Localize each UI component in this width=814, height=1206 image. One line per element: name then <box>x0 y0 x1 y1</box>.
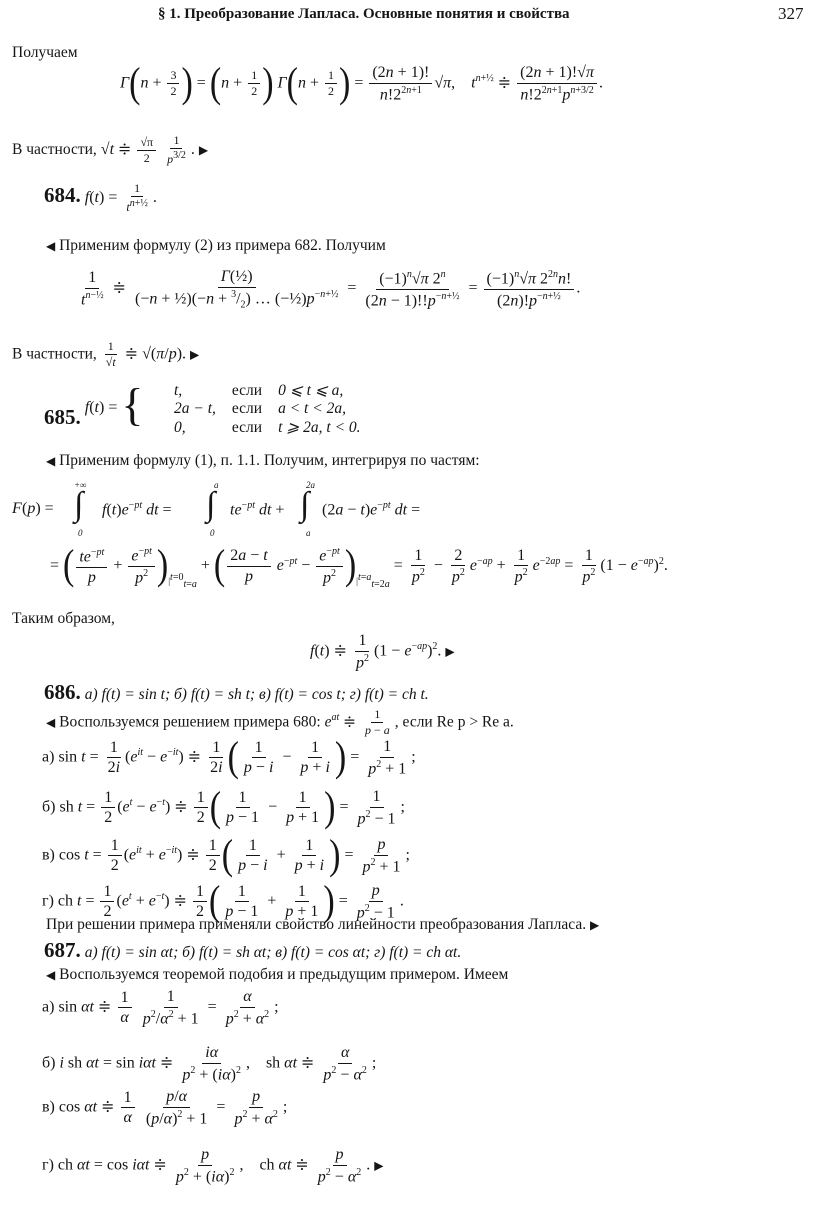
example-684: 684. f(t) = $\frac{1}{t^{n+\frac{1}{2}}}$ . <box>44 181 157 215</box>
page-number: 327 <box>778 4 804 23</box>
formula-inv-sqrt-t: В частности, $\frac{1}{√t}$ ≑ √(π/p). ▶ <box>12 339 200 370</box>
text-685: ◀ Применим формулу (1), п. 1.1. Получим, интегрируя по частям: <box>46 452 480 469</box>
example-686: 686. а) f(t) = sin t; б) f(t) = sh t; в) f(t) = cos t; г) f(t) = ch t. <box>44 680 429 704</box>
text-poluchaem: Получаем <box>12 44 78 61</box>
text-takim-obrazom: Таким образом, <box>12 610 115 627</box>
text-linearity: При решении примера применяли свойство линейности преобразования Лапласа. ▶ <box>46 916 600 933</box>
formula-687-g: г) ch αt = cos iαt ≑ $\frac{p}{p^2 + (i\alpha)^2}$ , ch αt ≑ $\frac{p}{p^2 - \alpha^2}$ . ▶ <box>42 1146 384 1185</box>
formula-686-a: а) sin t = $\frac{1}{2i}$ $(e^{it} - e^{-it})$ ≑ $\frac{1}{2i}$ ( $\frac{1}{p - i}$ − $\frac{1}{p + i}$ ) = $\frac{1}{p^2 + 1}$ ; <box>42 734 416 781</box>
end-proof-icon: ▶ <box>589 918 600 932</box>
formula-sqrt-t: В частности, √t ≑ $\frac{√\pi}{2}$ $\frac{1}{p^{3/2}}$ . ▶ <box>12 133 209 167</box>
text-684: ◀ Применим формулу (2) из примера 682. Получим <box>46 237 386 254</box>
formula-686-g: г) ch t = $\frac{1}{2}$ $(e^t + e^{-t})$ ≑ $\frac{1}{2}$ ( $\frac{1}{p - 1}$ + $\frac{1}{p + 1}$ ) = $\frac{p}{p^2 - 1}$ . <box>42 878 404 925</box>
formula-685-final: f(t) ≑ $\frac{1}{p^2}$ $(1 - e^{-ap})^2$. ▶ <box>310 632 455 671</box>
formula-686-b: б) sh t = $\frac{1}{2}$ $(e^t - e^{-t})$ ≑ $\frac{1}{2}$ ( $\frac{1}{p - 1}$ − $\frac{1}{p + 1}$ ) = $\frac{1}{p^2 - 1}$ ; <box>42 784 405 831</box>
formula-687-a: а) sin αt ≑ $\frac{1}{\alpha}$ $\frac{1}{p^2/\alpha^2 + 1}$ = $\frac{\alpha}{p^2 + \alpha^2}$ ; <box>42 988 279 1027</box>
text-687: ◀ Воспользуемся теоремой подобия и предыдущим примером. Имеем <box>46 966 509 983</box>
piecewise-cases: t, если 0 ⩽ t ⩽ a, 2a − t, если a < t < 2a, 0, если t ⩾ 2a, t < 0. <box>174 381 361 436</box>
start-proof-icon: ◀ <box>46 715 56 730</box>
end-proof-icon: ▶ <box>445 644 455 659</box>
page-header-title: § 1. Преобразование Лапласа. Основные понятия и свойства <box>158 6 570 22</box>
start-proof-icon: ◀ <box>46 239 56 253</box>
formula-685-integrals: F (p) = ∫ +∞ 0 $f(t)e^{-pt}$ dt = ∫ a 0 $te^{-pt}$ dt + ∫ 2a a $(2a - t)e^{-pt}$ dt = <box>12 480 421 538</box>
formula-687-v: в) cos αt ≑ $\frac{1}{\alpha}$ $\frac{p/\alpha}{(p/\alpha)^2 + 1}$ = $\frac{p}{p^2 + \alpha^2}$ ; <box>42 1088 288 1127</box>
end-proof-icon: ▶ <box>198 142 209 157</box>
start-proof-icon: ◀ <box>46 454 56 468</box>
example-685: 685. f(t) = { <box>44 379 144 430</box>
text-686: ◀ Воспользуемся решением примера 680: $e^{at}$ ≑ $\frac{1}{p - a}$ , если Re p > Re a. <box>46 707 514 738</box>
formula-gamma: Γ(n + $\frac{3}{2}$ ) = (n + $\frac{1}{2}$ ) Γ(n + $\frac{1}{2}$ ) = $\frac{(2n + 1)!}{n!2^{2n+1}}$ √π, $t^{n+\frac{1}{2}}$ ≑ $\frac{(2n + 1)!√\pi}{n!2^{2n+1}p^{n+3/2}}$ . <box>120 60 603 107</box>
formula-686-v: в) cos t = $\frac{1}{2}$ $(e^{it} + e^{-it})$ ≑ $\frac{1}{2}$ ( $\frac{1}{p - i}$ + $\frac{1}{p + i}$ ) = $\frac{p}{p^2 + 1}$ ; <box>42 832 410 879</box>
formula-684: $\frac{1}{t^{n-\frac{1}{2}}}$ ≑ $\frac{\text{Γ(½)}}{(-n + \frac{1}{2})(-n + ^3/_2) \dots (-\frac{1}{2})p^{-n+\frac{1}{2}}}$ = $\frac{(-1)^n√\pi 2^n}{(2n - 1)!!p^{-n+\frac{1}{2}}}$ = $\frac{(-1)^n√\pi 2^{2n}n!}{(2n)!p^{-n+\frac{1}{2}}}$ . <box>81 268 581 311</box>
end-proof-icon: ▶ <box>190 347 200 362</box>
example-687: 687. а) f(t) = sin αt; б) f(t) = sh αt; в) f(t) = cos αt; г) f(t) = ch αt. <box>44 938 462 962</box>
end-proof-icon: ▶ <box>374 1158 384 1173</box>
start-proof-icon: ◀ <box>46 968 56 982</box>
formula-687-b: б) i sh αt = sin iαt ≑ $\frac{i\alpha}{p^2 + (i\alpha)^2}$ , sh αt ≑ $\frac{\alpha}{p^2 - \alpha^2}$ ; <box>42 1044 377 1083</box>
formula-685-result: = ( $\frac{te^{-pt}}{p}$ + $\frac{e^{-pt}}{p^2}$ )$_{|^{t=0}_{t=a}}$ + ( $\frac{2a - t}{p}$ $e^{-pt}$ − $\frac{e^{-pt}}{p^2}$ )$_{|^{t=a}_{t=2a}}$ = $\frac{1}{p^2}$ − $\frac{2}{p^2}$ $e^{-ap}$ + $\frac{1}{p^2}$ $e^{-2ap}$ = $\frac{1}{p^2}$ $(1 - e^{-ap})^2$. <box>50 542 668 590</box>
